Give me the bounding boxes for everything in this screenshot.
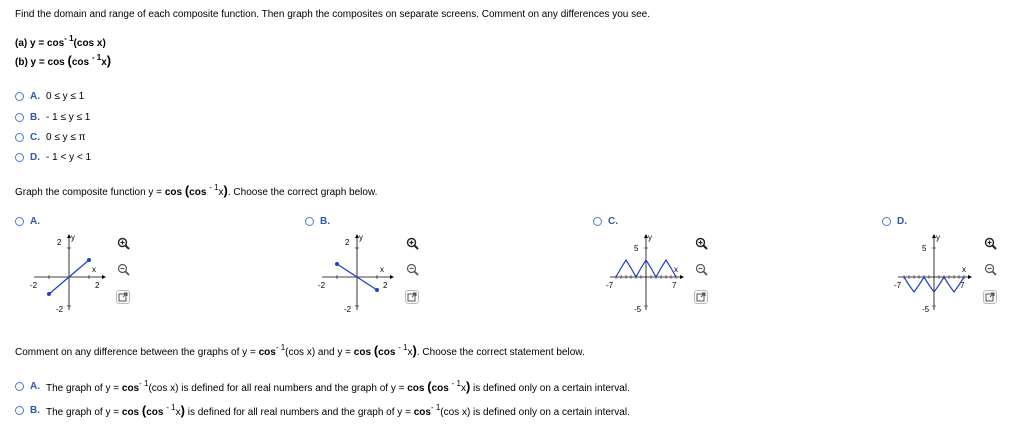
zoom-out-icon: [984, 263, 997, 276]
zoom-out-button[interactable]: [116, 262, 130, 276]
part-a: (a) $y = \cos^{- 1}(\cos$ x): [15, 34, 106, 49]
open-external-icon: [118, 292, 128, 302]
zoom-in-button[interactable]: [983, 236, 997, 250]
graph-question: Graph the composite function y = cos (cos $^{- 1}$x). Choose the correct graph below.: [15, 183, 378, 198]
graph-d: [894, 230, 974, 312]
open-external-button[interactable]: [116, 290, 130, 304]
zoom-in-button[interactable]: [694, 236, 708, 250]
x-axis-label: x: [92, 265, 96, 274]
zoom-in-button[interactable]: [116, 236, 130, 250]
x-neg-tick-label: -7: [606, 281, 614, 290]
graph-option-a[interactable]: A.: [15, 216, 40, 227]
graph-option-d[interactable]: D.: [882, 216, 907, 227]
x-neg-tick-label: -2: [30, 281, 38, 290]
graph-option-b[interactable]: B.: [305, 216, 330, 227]
radio-button[interactable]: [15, 92, 24, 101]
radio-button[interactable]: [15, 382, 24, 391]
x-neg-tick-label: -7: [894, 281, 902, 290]
open-external-icon: [407, 292, 417, 302]
range-option-b[interactable]: B. - 1 ≤ y ≤ 1: [15, 112, 90, 123]
y-axis-label: y: [359, 233, 363, 242]
x-neg-tick-label: -2: [318, 281, 326, 290]
y-tick-label: 5: [634, 244, 639, 253]
x-pos-tick-label: 2: [95, 281, 100, 290]
plot-endpoint: [87, 258, 91, 262]
x-pos-tick-label: 2: [383, 281, 388, 290]
zoom-in-button[interactable]: [405, 236, 419, 250]
statement-text: The graph of y = cos (cos $^{- 1}$x) is defined for all real numbers and the graph of $y = \cos^{- 1}(\cos$ x) is defined only on a certain interval.: [46, 403, 630, 418]
y-tick-label: 2: [57, 238, 62, 247]
x-pos-tick-label: 7: [960, 281, 965, 290]
zoom-in-icon: [117, 237, 130, 250]
radio-button[interactable]: [15, 153, 24, 162]
radio-button[interactable]: [305, 217, 314, 226]
zoom-out-button[interactable]: [983, 262, 997, 276]
statement-option-b[interactable]: B. The graph of y = cos (cos $^{- 1}$x) is defined for all real numbers and the graph of $y = \cos^{- 1}(\cos$ x) is defined only on a certain interval.: [15, 403, 630, 418]
zoom-in-icon: [695, 237, 708, 250]
radio-button[interactable]: [15, 113, 24, 122]
range-option-a[interactable]: A. 0 ≤ y ≤ 1: [15, 91, 84, 102]
open-external-button[interactable]: [405, 290, 419, 304]
graph-b: [318, 230, 398, 312]
radio-button[interactable]: [15, 217, 24, 226]
x-axis-label: x: [962, 265, 966, 274]
plot-endpoint: [335, 262, 339, 266]
y-neg-tick-label: -2: [344, 305, 352, 312]
zoom-in-icon: [984, 237, 997, 250]
zoom-out-icon: [406, 263, 419, 276]
y-axis-label: y: [648, 233, 652, 242]
open-external-button[interactable]: [694, 290, 708, 304]
radio-button[interactable]: [593, 217, 602, 226]
comment-question: Comment on any difference between the graphs of $y = \cos^{- 1}(\cos$ x) and y = cos (cos $^{- 1}$x). Choose the correct statement below.: [15, 343, 585, 358]
radio-button[interactable]: [882, 217, 891, 226]
open-external-icon: [696, 292, 706, 302]
instruction-text: Find the domain and range of each composite function. Then graph the composites on separate screens. Comment on any differences you see.: [15, 9, 651, 20]
graph-a: [30, 230, 110, 312]
graph-option-c[interactable]: C.: [593, 216, 618, 227]
statement-text: The graph of $y = \cos^{- 1}(\cos$ x) is defined for all real numbers and the graph of y = cos (cos $^{- 1}$x) is defined only on a certain interval.: [46, 379, 630, 394]
plot-endpoint: [47, 292, 51, 296]
open-external-icon: [985, 292, 995, 302]
plot-endpoint: [375, 288, 379, 292]
zoom-out-icon: [117, 263, 130, 276]
range-option-c[interactable]: C. 0 ≤ y ≤ π: [15, 132, 86, 143]
zoom-out-icon: [695, 263, 708, 276]
zoom-out-button[interactable]: [694, 262, 708, 276]
zoom-in-icon: [406, 237, 419, 250]
y-neg-tick-label: -2: [56, 305, 64, 312]
x-axis-label: x: [674, 265, 678, 274]
open-external-button[interactable]: [983, 290, 997, 304]
radio-button[interactable]: [15, 133, 24, 142]
part-b: (b) y = cos (cos $^{- 1}$x): [15, 53, 112, 68]
y-axis-label: y: [936, 233, 940, 242]
radio-button[interactable]: [15, 406, 24, 415]
range-option-d[interactable]: D. - 1 < y < 1: [15, 152, 91, 163]
y-tick-label: 2: [345, 238, 350, 247]
graph-c: [606, 230, 686, 312]
x-axis-label: x: [380, 265, 384, 274]
y-neg-tick-label: -5: [922, 305, 930, 312]
y-axis-label: y: [71, 233, 75, 242]
y-neg-tick-label: -5: [634, 305, 642, 312]
y-tick-label: 5: [922, 244, 927, 253]
zoom-out-button[interactable]: [405, 262, 419, 276]
statement-option-a[interactable]: A. The graph of $y = \cos^{- 1}(\cos$ x) is defined for all real numbers and the graph of y = cos (cos $^{- 1}$x) is defined only on a certain interval.: [15, 379, 630, 394]
x-pos-tick-label: 7: [672, 281, 677, 290]
